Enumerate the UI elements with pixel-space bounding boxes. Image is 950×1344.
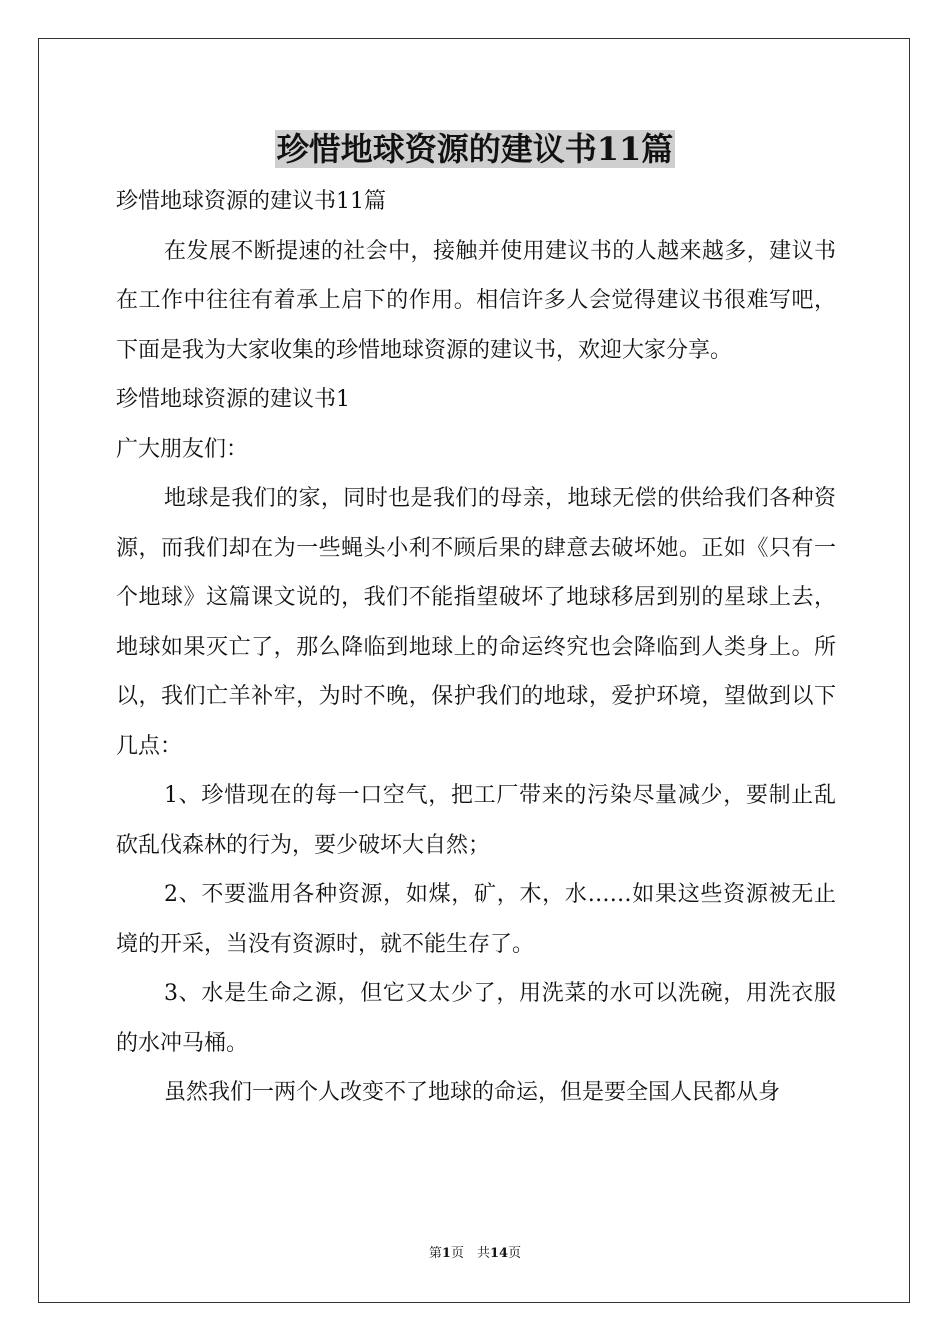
- list-item-2: 2、不要滥用各种资源，如煤，矿，木，水……如果这些资源被无止境的开采，当没有资源时，就不能生存了。: [116, 882, 836, 957]
- subtitle-paragraph: 珍惜地球资源的建议书11篇: [116, 189, 386, 214]
- list-item-3: 3、水是生命之源，但它又太少了，用洗菜的水可以洗碗，用洗衣服的水冲马桶。: [116, 981, 836, 1056]
- intro-paragraph: 在发展不断提速的社会中，接触并使用建议书的人越来越多，建议书在工作中往往有着承上启下的作用。相信许多人会觉得建议书很难写吧，下面是我为大家收集的珍惜地球资源的建议书，欢迎大家分享。: [116, 238, 836, 363]
- body-paragraph: 地球是我们的家，同时也是我们的母亲，地球无偿的供给我们各种资源，而我们却在为一些蝇头小利不顾后果的肆意去破坏她。正如《只有一个地球》这篇课文说的，我们不能指望破坏了地球移居到别的星球上去，地球如果灭亡了，那么降临到地球上的命运终究也会降临到人类身上。所以，我们亡羊补牢，为时不晚，保护我们的地球，爱护环境，望做到以下几点：: [116, 486, 836, 759]
- page-footer: [0, 1245, 950, 1263]
- footer-suffix: 页: [508, 1246, 522, 1261]
- footer-mid: 页 共: [450, 1246, 490, 1261]
- salutation: 广大朋友们：: [116, 436, 249, 462]
- document-body: [116, 177, 836, 1118]
- footer-page-number: 1: [441, 1246, 451, 1261]
- footer-page-total: 14: [489, 1246, 509, 1261]
- closing-paragraph: 虽然我们一两个人改变不了地球的命运，但是要全国人民都从身: [164, 1080, 781, 1105]
- section-heading: 珍惜地球资源的建议书1: [116, 387, 350, 412]
- document-title: [0, 124, 950, 174]
- list-item-1: 1、珍惜现在的每一口空气，把工厂带来的污染尽量减少，要制止乱砍乱伐森林的行为，要少破坏大自然；: [116, 783, 836, 858]
- document-title-text: 珍惜地球资源的建议书11篇: [276, 130, 674, 168]
- footer-prefix: 第: [428, 1246, 442, 1261]
